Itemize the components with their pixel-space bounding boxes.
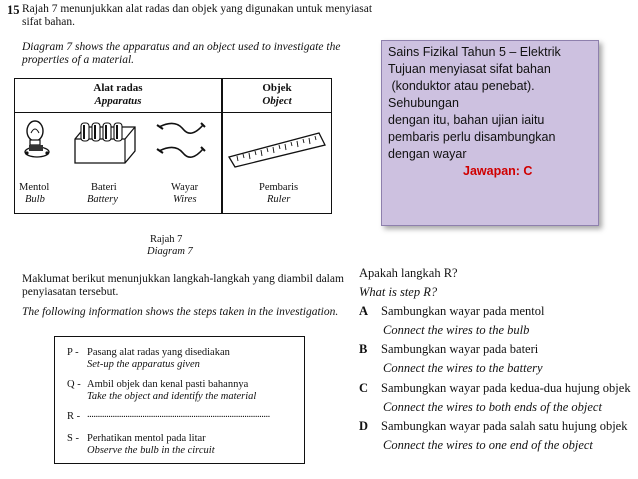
battery-en: Battery xyxy=(87,194,118,205)
header-object-en: Object xyxy=(262,95,292,107)
item-battery-label xyxy=(87,182,118,206)
option-a-letter[interactable]: A xyxy=(359,304,369,318)
item-wires-label xyxy=(171,182,198,206)
note-line-4: Sehubungan xyxy=(388,96,459,110)
intro-ms-line1: Rajah 7 menunjukkan alat radas dan objek yang digunakan untuk menyiasat xyxy=(22,3,373,15)
header-apparatus-en: Apparatus xyxy=(94,95,142,107)
option-d-en[interactable]: Connect the wires to one end of the object xyxy=(383,438,593,452)
option-d-letter[interactable]: D xyxy=(359,419,369,433)
teacher-note xyxy=(381,40,599,226)
option-d-ms[interactable]: Sambungkan wayar pada salah satu hujung objek xyxy=(381,419,628,433)
option-a-en[interactable]: Connect the wires to the bulb xyxy=(383,323,530,337)
option-c-letter[interactable]: C xyxy=(359,381,369,395)
note-line-6: pembaris perlu disambungkan xyxy=(388,130,556,144)
info-en: The following information shows the steps taken in the investigation. xyxy=(22,306,339,318)
info-ms-line2: penyiasatan tersebut. xyxy=(22,286,119,298)
bulb-en: Bulb xyxy=(25,194,45,205)
diagram-caption-en: Diagram 7 xyxy=(147,246,193,257)
step-r-blank: ...................................................................................... xyxy=(87,409,270,420)
note-line-7: dengan wayar xyxy=(388,147,467,161)
item-ruler-label xyxy=(259,182,298,206)
ruler-icon xyxy=(227,129,329,169)
option-c-en[interactable]: Connect the wires to both ends of the object xyxy=(383,400,602,414)
step-s-en: Observe the bulb in the circuit xyxy=(87,445,215,456)
step-q-ms: Ambil objek dan kenal pasti bahannya xyxy=(87,379,249,390)
prompt-ms: Apakah langkah R? xyxy=(359,266,458,280)
step-p-label: P - xyxy=(67,347,79,358)
table-header-apparatus xyxy=(15,82,221,108)
option-b-letter[interactable]: B xyxy=(359,342,368,356)
note-line-3: (konduktor atau penebat). xyxy=(388,79,535,93)
step-q-label: Q - xyxy=(67,379,81,390)
table-header-object xyxy=(223,82,331,108)
item-bulb-label xyxy=(19,182,49,206)
battery-ms: Bateri xyxy=(91,182,117,193)
intro-en-line1: Diagram 7 shows the apparatus and an object used to investigate the xyxy=(22,41,341,53)
wires-ms: Wayar xyxy=(171,182,199,193)
diagram-caption-ms: Rajah 7 xyxy=(150,234,183,245)
battery-icon xyxy=(73,121,137,165)
intro-ms-line2: sifat bahan. xyxy=(22,16,76,28)
note-line-2: Tujuan menyiasat sifat bahan xyxy=(388,62,551,76)
ruler-en: Ruler xyxy=(267,194,291,205)
question-number: 15 xyxy=(7,3,20,17)
step-s-label: S - xyxy=(67,433,79,444)
wires-icon xyxy=(155,119,207,167)
option-a-ms[interactable]: Sambungkan wayar pada mentol xyxy=(381,304,545,318)
prompt-en: What is step R? xyxy=(359,285,438,299)
intro-en-line2: properties of a material. xyxy=(22,54,135,66)
step-q-en: Take the object and identify the material xyxy=(87,391,257,402)
step-s-ms: Perhatikan mentol pada litar xyxy=(87,433,206,444)
option-b-en[interactable]: Connect the wires to the battery xyxy=(383,361,543,375)
note-answer: Jawapan: C xyxy=(463,164,533,178)
step-r-label: R - xyxy=(67,411,81,422)
step-p-en: Set-up the apparatus given xyxy=(87,359,200,370)
step-p-ms: Pasang alat radas yang disediakan xyxy=(87,347,230,358)
header-object-ms: Objek xyxy=(262,82,292,94)
option-b-ms[interactable]: Sambungkan wayar pada bateri xyxy=(381,342,539,356)
note-line-5: dengan itu, bahan ujian iaitu xyxy=(388,113,545,127)
wires-en: Wires xyxy=(173,194,197,205)
ruler-ms: Pembaris xyxy=(259,182,299,193)
info-ms-line1: Maklumat berikut menunjukkan langkah-langkah yang diambil dalam xyxy=(22,273,344,285)
bulb-ms: Mentol xyxy=(19,182,50,193)
option-c-ms[interactable]: Sambungkan wayar pada kedua-dua hujung objek xyxy=(381,381,631,395)
bulb-icon xyxy=(21,119,57,165)
steps-box xyxy=(54,336,305,464)
note-line-1: Sains Fizikal Tahun 5 – Elektrik xyxy=(388,45,561,59)
header-apparatus-ms: Alat radas xyxy=(93,82,143,94)
apparatus-table xyxy=(14,78,332,214)
